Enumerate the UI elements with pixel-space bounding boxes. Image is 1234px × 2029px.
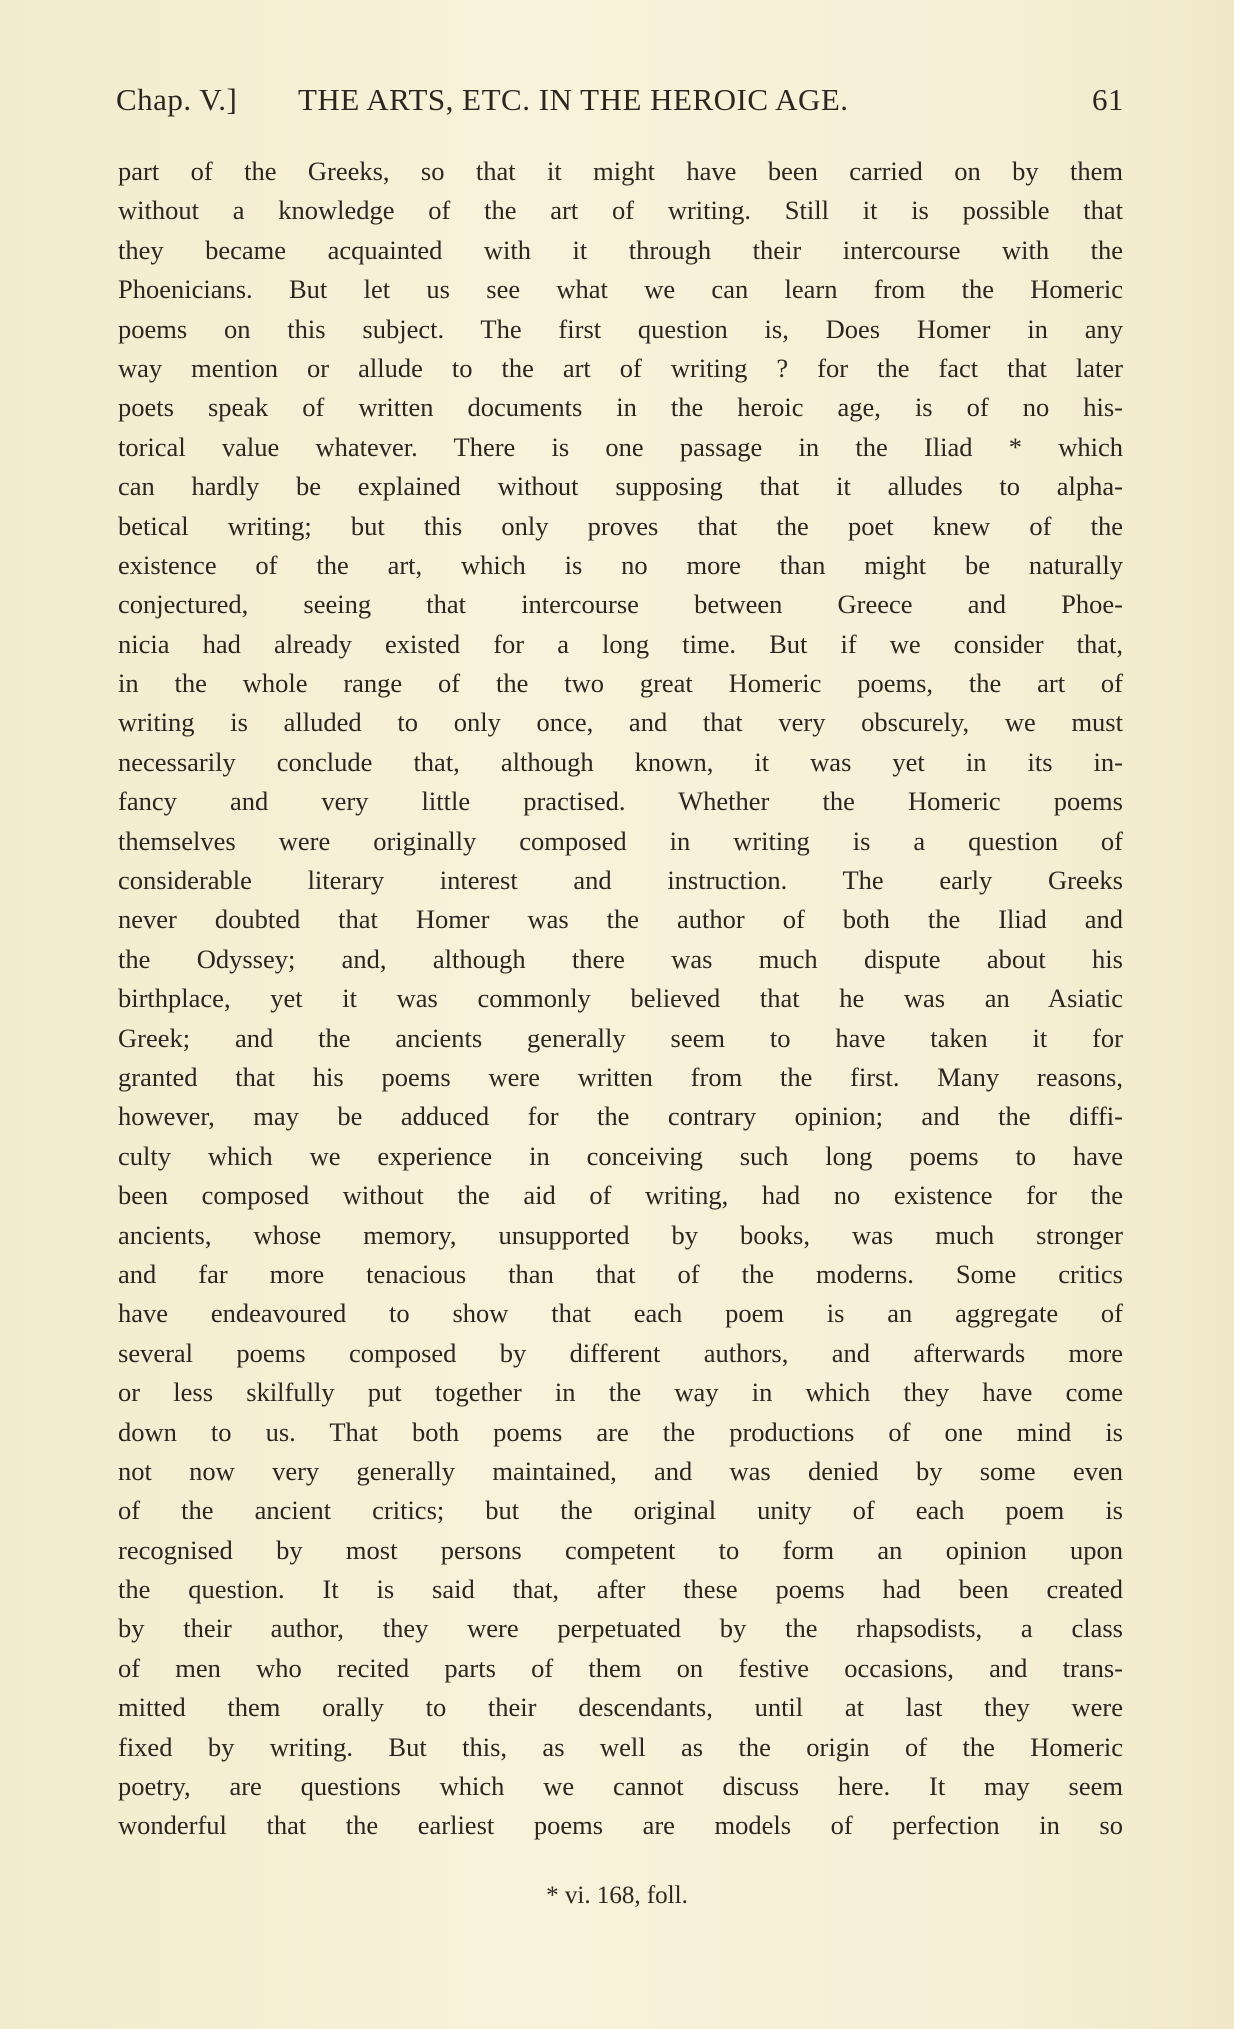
text-line: nicia had already existed for a long time. But if we consider that, — [118, 628, 1123, 659]
text-line: fixed by writing. But this, as well as the origin of the Homeric — [118, 1731, 1123, 1762]
text-line: without a knowledge of the art of writing. Still it is possible that — [118, 195, 1123, 226]
text-line: Phoenicians. But let us see what we can learn from the Homeric — [118, 274, 1123, 305]
body-text — [118, 152, 1123, 1846]
text-line: recognised by most persons competent to form an opinion upon — [118, 1534, 1123, 1565]
text-line: way mention or allude to the art of writing ? for the fact that later — [118, 352, 1123, 383]
text-line: and far more tenacious than that of the moderns. Some critics — [118, 1258, 1123, 1289]
footnote: * vi. 168, foll. — [546, 1882, 688, 1909]
text-line: the Odyssey; and, although there was much dispute about his — [118, 943, 1123, 974]
text-line: by their author, they were perpetuated by the rhapsodists, a class — [118, 1613, 1123, 1644]
text-line: betical writing; but this only proves that the poet knew of the — [118, 510, 1123, 541]
text-line: fancy and very little practised. Whether the Homeric poems — [118, 786, 1123, 817]
text-line: mitted them orally to their descendants, until at last they were — [118, 1692, 1123, 1723]
text-line: never doubted that Homer was the author of both the Iliad and — [118, 904, 1123, 935]
text-line: of the ancient critics; but the original unity of each poem is — [118, 1495, 1123, 1526]
text-line: wonderful that the earliest poems are models of perfection in so — [118, 1810, 1123, 1841]
text-line: part of the Greeks, so that it might have been carried on by them — [118, 156, 1123, 186]
text-line: in the whole range of the two great Homeric poems, the art of — [118, 668, 1123, 699]
text-line: considerable literary interest and instruction. The early Greeks — [118, 865, 1123, 896]
text-line: culty which we experience in conceiving such long poems to have — [118, 1140, 1123, 1171]
running-title: THE ARTS, ETC. IN THE HEROIC AGE. — [298, 82, 849, 117]
text-line: conjectured, seeing that intercourse between Greece and Phoe- — [118, 589, 1123, 620]
page-number: 61 — [1092, 82, 1124, 117]
text-line: however, may be adduced for the contrary opinion; and the diffi- — [118, 1101, 1123, 1132]
text-line: torical value whatever. There is one passage in the Iliad * which — [118, 431, 1123, 462]
text-line: poets speak of written documents in the heroic age, is of no his- — [118, 392, 1123, 423]
chapter-label: Chap. V.] — [116, 82, 238, 117]
text-line: have endeavoured to show that each poem is an aggregate of — [118, 1298, 1123, 1329]
text-line: existence of the art, which is no more than might be naturally — [118, 549, 1123, 580]
text-line: the question. It is said that, after these poems had been created — [118, 1574, 1123, 1605]
text-line: necessarily conclude that, although known, it was yet in its in- — [118, 746, 1123, 777]
text-line: been composed without the aid of writing, had no existence for the — [118, 1180, 1123, 1211]
running-header — [116, 82, 1124, 122]
text-line: down to us. That both poems are the productions of one mind is — [118, 1416, 1123, 1447]
text-line: can hardly be explained without supposing that it alludes to alpha- — [118, 471, 1123, 502]
text-line: Greek; and the ancients generally seem to have taken it for — [118, 1022, 1123, 1053]
text-line: poetry, are questions which we cannot discuss here. It may seem — [118, 1771, 1123, 1802]
text-line: granted that his poems were written from the first. Many reasons, — [118, 1061, 1123, 1092]
text-line: or less skilfully put together in the way in which they have come — [118, 1377, 1123, 1408]
text-line: poems on this subject. The first question is, Does Homer in any — [118, 313, 1123, 344]
text-line: writing is alluded to only once, and that very obscurely, we must — [118, 707, 1123, 738]
text-line: they became acquainted with it through their intercourse with the — [118, 234, 1123, 265]
text-line: not now very generally maintained, and was denied by some even — [118, 1455, 1123, 1486]
text-line: birthplace, yet it was commonly believed that he was an Asiatic — [118, 983, 1123, 1014]
text-line: themselves were originally composed in writing is a question of — [118, 825, 1123, 856]
text-line: of men who recited parts of them on festive occasions, and trans- — [118, 1652, 1123, 1683]
text-line: several poems composed by different authors, and afterwards more — [118, 1337, 1123, 1368]
text-line: ancients, whose memory, unsupported by books, was much stronger — [118, 1219, 1123, 1250]
